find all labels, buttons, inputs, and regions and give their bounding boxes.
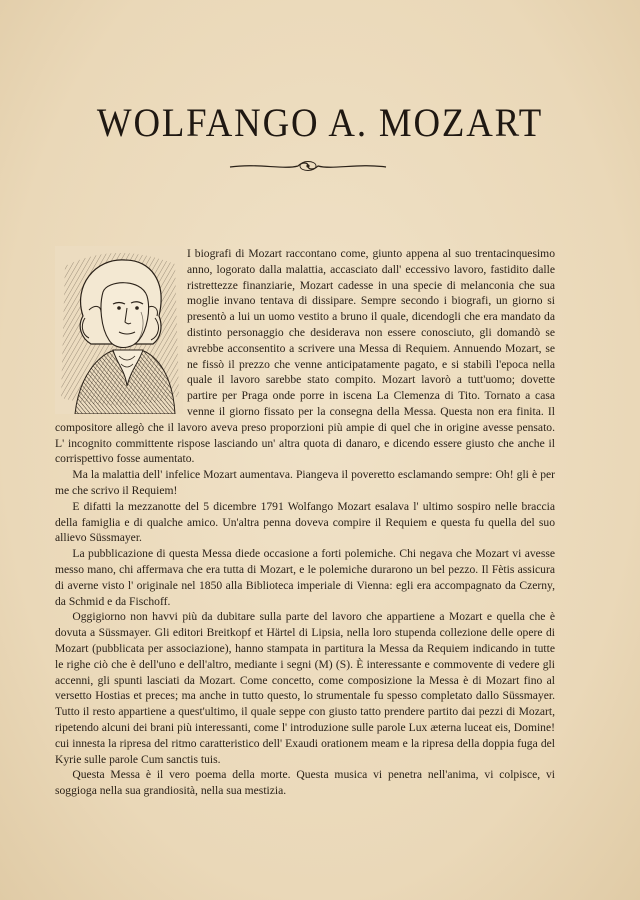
paragraph-3: E difatti la mezzanotte del 5 dicembre 1791 Wolfango Mozart esalava l' ultimo sospiro nelle braccia della famiglia e di qualche amico. Un'altra penna doveva compire il Requiem e questa fu quella del suo allievo Süssmayer.: [55, 499, 555, 545]
article-body: [55, 246, 555, 799]
ornament-divider: [228, 158, 388, 174]
paragraph-2: Ma la malattia dell' infelice Mozart aumentava. Piangeva il poveretto esclamando sempre: Oh! gli è per me che scrivo il Requiem!: [55, 468, 555, 497]
paragraph-1: I biografi di Mozart raccontano come, giunto appena al suo trentacinquesimo anno, logorato dalla malattia, accasciato dall' eccessivo lavoro, fastidito dalle ristrettezze finanziarie, Mozart cadesse in una specie di melanconia che sua moglie invano tentava di dissipare. Sempre secondo i biografi, un giorno si presentò a lui un uomo vestito a bruno il quale, dicendogli che era mandato da distinto personaggio che desiderava non essere conosciuto, gli domandò se avrebbe acconsentito a scrivere una Messa di Requiem. Annuendo Mozart, se ne fissò il prezzo che venne anticipatamente pagato, e si stabilì l'epoca nella quale il lavoro sarebbe stato compito. Mozart lavorò a tutt'uomo; dovette partire per Praga onde porre in iscena La Clemenza di Tito. Tornato a casa venne il giorno fissato per la consegna della Messa. Questa non era finita. Il compositore allegò che il lavoro aveva preso proporzioni più ampie di quel che in origine avesse pensato. L' incognito committente rispose lasciando un' altra quota di danaro, e dicendo essere giusto che anche il corrispettivo fosse aumentato.: [55, 247, 555, 466]
mozart-portrait-image: [55, 246, 183, 414]
page-title: WOLFANGO A. MOZART: [96, 99, 544, 145]
paragraph-4: La pubblicazione di questa Messa diede occasione a forti polemiche. Chi negava che Mozart vi avesse messo mano, chi affermava che era tutta di Mozart, e le polemiche durarono un bel pezzo. Il Fètis assicura di averne visto l' originale nel 1850 alla Biblioteca imperiale di Vienna: egli era accompagnato da Czerny, da Schmid e da Fischoff.: [55, 547, 555, 608]
paragraph-5: Oggigiorno non havvi più da dubitare sulla parte del lavoro che appartiene a Mozart e quella che è dovuta a Süssmayer. Gli editori Breitkopf et Härtel di Lipsia, nella loro stupenda collezione delle opere di Mozart (pubblicata per associazione), hanno stampata in partitura la Messa da Requiem indicando in tutte le righe ciò che è dell'uno e dell'altro, mediante i segni (M) (S). È interessante e commovente di vedere gli accenni, gli spunti lasciati da Mozart. Come concetto, come composizione la Messa è di Mozart fino al versetto Hostias et preces; ma anche in tutto questo, lo strumentale fu spesso completato dallo Süssmayer. Tutto il resto appartiene a quest'ultimo, il quale seppe con giusto tatto prendere partito dai pezzi di Mozart, ripetendo alcuni dei brani più interessanti, come l' introduzione sulle parole Lux æterna luceat eis, Domine! cui innesta la ripresa del ritmo caratteristico dell' Exaudi orationem meam e la ripresa della doppia fuga del Kyrie sulle parole Cum sanctis tuis.: [55, 610, 555, 766]
paragraph-6: Questa Messa è il vero poema della morte. Questa musica vi penetra nell'anima, vi colpisce, vi soggioga nella sua grandiosità, nella sua mestizia.: [55, 768, 555, 798]
portrait-frame: [55, 246, 187, 416]
